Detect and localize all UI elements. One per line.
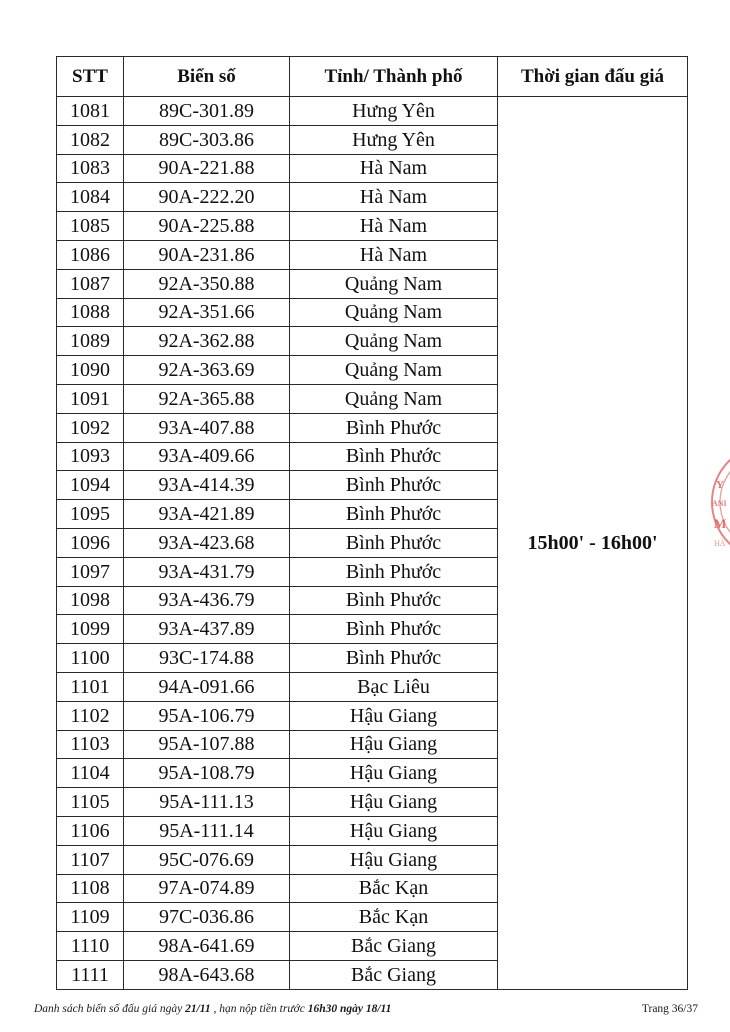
- cell-province: Hậu Giang: [290, 845, 498, 874]
- cell-province: Hà Nam: [290, 183, 498, 212]
- cell-province: Bình Phước: [290, 500, 498, 529]
- cell-stt: 1108: [57, 874, 124, 903]
- header-plate: Biển số: [124, 57, 290, 97]
- cell-province: Quảng Nam: [290, 327, 498, 356]
- cell-stt: 1098: [57, 586, 124, 615]
- cell-plate: 93A-407.88: [124, 413, 290, 442]
- cell-province: Bình Phước: [290, 528, 498, 557]
- cell-stt: 1088: [57, 298, 124, 327]
- header-province: Tỉnh/ Thành phố: [290, 57, 498, 97]
- cell-province: Bắc Kạn: [290, 903, 498, 932]
- cell-plate: 93C-174.88: [124, 644, 290, 673]
- cell-plate: 90A-221.88: [124, 154, 290, 183]
- table-row: [57, 97, 688, 126]
- footer-mid: , hạn nộp tiền trước: [210, 1003, 308, 1015]
- cell-plate: 93A-421.89: [124, 500, 290, 529]
- cell-stt: 1101: [57, 672, 124, 701]
- cell-plate: 93A-431.79: [124, 557, 290, 586]
- cell-plate: 95A-111.13: [124, 788, 290, 817]
- header-stt: STT: [57, 57, 124, 97]
- cell-stt: 1087: [57, 269, 124, 298]
- cell-stt: 1091: [57, 384, 124, 413]
- cell-plate: 93A-436.79: [124, 586, 290, 615]
- cell-province: Hậu Giang: [290, 788, 498, 817]
- cell-province: Hà Nam: [290, 154, 498, 183]
- cell-plate: 93A-409.66: [124, 442, 290, 471]
- footer-auction-date: 21/11: [185, 1003, 211, 1015]
- cell-stt: 1089: [57, 327, 124, 356]
- cell-stt: 1103: [57, 730, 124, 759]
- svg-text:HÀ: HÀ: [714, 539, 726, 548]
- header-auction-time: Thời gian đấu giá: [498, 57, 688, 97]
- cell-stt: 1102: [57, 701, 124, 730]
- cell-province: Hậu Giang: [290, 730, 498, 759]
- cell-stt: 1111: [57, 960, 124, 989]
- svg-text:M: M: [714, 516, 727, 531]
- cell-province: Bình Phước: [290, 615, 498, 644]
- table-body: [57, 97, 688, 990]
- cell-auction-time: 15h00' - 16h00': [498, 97, 688, 990]
- cell-plate: 95A-108.79: [124, 759, 290, 788]
- cell-plate: 93A-437.89: [124, 615, 290, 644]
- footer-note: [34, 1003, 391, 1015]
- cell-plate: 92A-363.69: [124, 356, 290, 385]
- cell-province: Quảng Nam: [290, 356, 498, 385]
- cell-province: Quảng Nam: [290, 269, 498, 298]
- cell-province: Bắc Kạn: [290, 874, 498, 903]
- cell-plate: 92A-350.88: [124, 269, 290, 298]
- cell-stt: 1094: [57, 471, 124, 500]
- cell-stt: 1092: [57, 413, 124, 442]
- cell-province: Bắc Giang: [290, 960, 498, 989]
- cell-stt: 1107: [57, 845, 124, 874]
- cell-plate: 92A-351.66: [124, 298, 290, 327]
- cell-stt: 1110: [57, 932, 124, 961]
- cell-plate: 93A-414.39: [124, 471, 290, 500]
- cell-plate: 90A-225.88: [124, 212, 290, 241]
- cell-plate: 90A-231.86: [124, 240, 290, 269]
- cell-province: Bình Phước: [290, 557, 498, 586]
- cell-plate: 95A-106.79: [124, 701, 290, 730]
- cell-plate: 94A-091.66: [124, 672, 290, 701]
- cell-plate: 89C-301.89: [124, 97, 290, 126]
- cell-stt: 1099: [57, 615, 124, 644]
- cell-province: Hà Nam: [290, 212, 498, 241]
- cell-stt: 1109: [57, 903, 124, 932]
- cell-province: Bình Phước: [290, 471, 498, 500]
- cell-province: Hậu Giang: [290, 701, 498, 730]
- cell-plate: 92A-365.88: [124, 384, 290, 413]
- cell-stt: 1104: [57, 759, 124, 788]
- cell-stt: 1090: [57, 356, 124, 385]
- cell-province: Hưng Yên: [290, 97, 498, 126]
- cell-stt: 1097: [57, 557, 124, 586]
- cell-stt: 1083: [57, 154, 124, 183]
- cell-stt: 1095: [57, 500, 124, 529]
- cell-stt: 1086: [57, 240, 124, 269]
- cell-stt: 1106: [57, 816, 124, 845]
- cell-stt: 1100: [57, 644, 124, 673]
- cell-plate: 97C-036.86: [124, 903, 290, 932]
- cell-plate: 90A-222.20: [124, 183, 290, 212]
- cell-stt: 1093: [57, 442, 124, 471]
- cell-plate: 98A-643.68: [124, 960, 290, 989]
- cell-stt: 1082: [57, 125, 124, 154]
- cell-plate: 93A-423.68: [124, 528, 290, 557]
- cell-stt: 1096: [57, 528, 124, 557]
- cell-province: Bình Phước: [290, 442, 498, 471]
- svg-text:ANI: ANI: [712, 499, 727, 508]
- cell-province: Bình Phước: [290, 644, 498, 673]
- cell-province: Quảng Nam: [290, 384, 498, 413]
- cell-province: Hậu Giang: [290, 759, 498, 788]
- svg-text:Y: Y: [716, 479, 724, 491]
- cell-plate: 89C-303.86: [124, 125, 290, 154]
- cell-province: Hưng Yên: [290, 125, 498, 154]
- cell-plate: 95C-076.69: [124, 845, 290, 874]
- cell-province: Bình Phước: [290, 413, 498, 442]
- cell-stt: 1084: [57, 183, 124, 212]
- red-seal-stamp-fragment: [708, 440, 730, 570]
- cell-province: Quảng Nam: [290, 298, 498, 327]
- cell-plate: 97A-074.89: [124, 874, 290, 903]
- cell-plate: 95A-107.88: [124, 730, 290, 759]
- footer-deadline: 16h30 ngày 18/11: [307, 1003, 392, 1015]
- cell-province: Bình Phước: [290, 586, 498, 615]
- cell-province: Bắc Giang: [290, 932, 498, 961]
- cell-stt: 1085: [57, 212, 124, 241]
- cell-plate: 95A-111.14: [124, 816, 290, 845]
- page-number: Trang 36/37: [641, 1003, 698, 1015]
- cell-province: Hậu Giang: [290, 816, 498, 845]
- cell-stt: 1105: [57, 788, 124, 817]
- footer-prefix: Danh sách biển số đấu giá ngày: [34, 1003, 186, 1015]
- cell-stt: 1081: [57, 97, 124, 126]
- table-header-row: [57, 57, 688, 97]
- cell-province: Bạc Liêu: [290, 672, 498, 701]
- cell-province: Hà Nam: [290, 240, 498, 269]
- cell-plate: 92A-362.88: [124, 327, 290, 356]
- cell-plate: 98A-641.69: [124, 932, 290, 961]
- plate-auction-table: [56, 56, 688, 990]
